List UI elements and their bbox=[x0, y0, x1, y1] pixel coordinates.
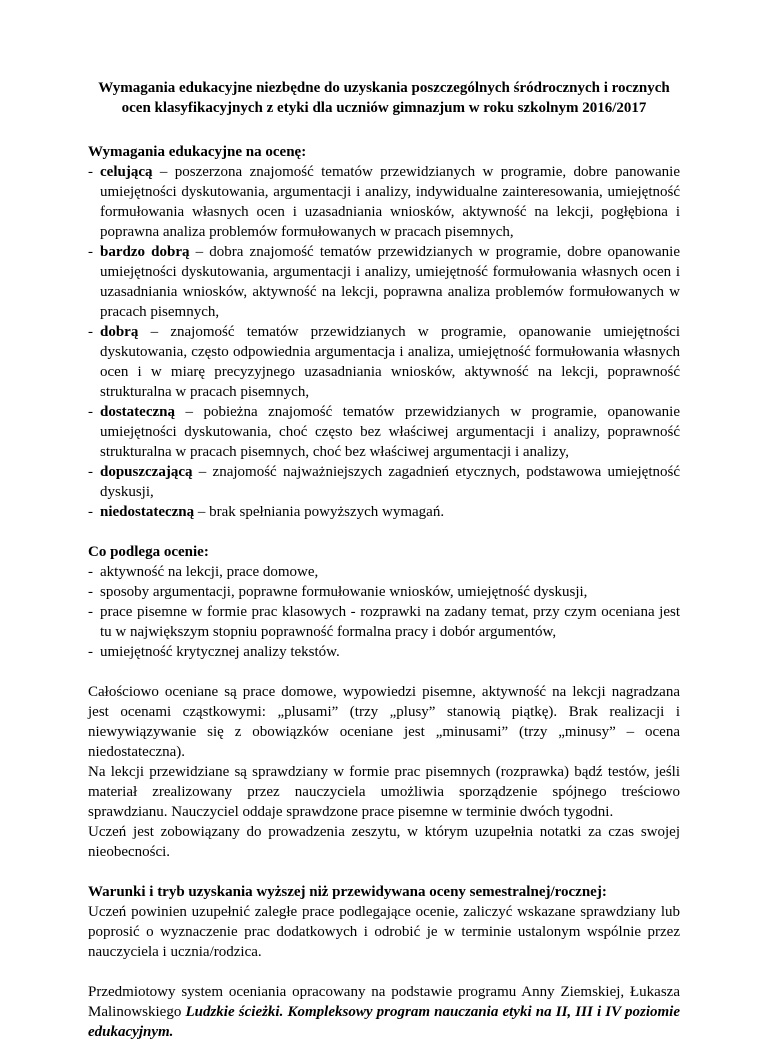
grades-heading: Wymagania edukacyjne na ocenę: bbox=[88, 144, 307, 160]
grade-item-niedostateczna bbox=[88, 502, 680, 522]
grade-term: bardzo dobrą bbox=[100, 244, 190, 260]
grade-item-dopuszczajaca bbox=[88, 462, 680, 502]
grade-item-bardzo-dobra bbox=[88, 242, 680, 322]
higher-grade-text: Uczeń powinien uzupełnić zaległe prace podlegające ocenie, zaliczyć wskazane sprawdziany lub poprosić o wyznaczenie prac dodatkowych i odrobić je w terminie ustalonym wspólnie przez nauczyciela i ucznia/rodzica. bbox=[88, 904, 680, 960]
grade-description: – znajomość tematów przewidzianych w programie, opanowanie umiejętności dyskutowania, często odpowiednia argumentacja i analiza, umiejętność formułowania własnych ocen i w miarę precyzyjnego uzasadniania wniosków, aktywność na lekcji, poprawność strukturalna w pracach pisemnych, bbox=[100, 324, 680, 400]
program-title: Ludzkie ścieżki. Kompleksowy program nauczania etyki na II, III i IV poziomie edukacyjnym. bbox=[88, 1004, 680, 1040]
higher-grade-heading: Warunki i tryb uzyskania wyższej niż przewidywana oceny semestralnej/rocznej: bbox=[88, 884, 607, 900]
grade-description: – dobra znajomość tematów przewidzianych w programie, dobre opanowanie umiejętności dyskutowania, argumentacji i analizy, umiejętność formułowania własnych ocen i uzasadniania wniosków, aktywność na lekcji, poprawna analiza problemów formułowanych w pracach pisemnych, bbox=[100, 244, 680, 320]
grade-item-celujaca bbox=[88, 162, 680, 242]
grade-term: dopuszczającą bbox=[100, 464, 193, 480]
assessed-item: - aktywność na lekcji, prace domowe, bbox=[88, 562, 680, 582]
grade-item-dostateczna bbox=[88, 402, 680, 462]
grade-description: – znajomość najważniejszych zagadnień etycznych, podstawowa umiejętność dyskusji, bbox=[100, 464, 680, 500]
grade-description: – pobieżna znajomość tematów przewidzianych w programie, opanowanie umiejętności dyskutowania, choć często bez właściwej argumentacji i analizy, poprawność strukturalna w pracach pisemnych, choć bez właściwej argumentacji i analizy, bbox=[100, 404, 680, 460]
assessed-item: - sposoby argumentacji, poprawne formułowanie wniosków, umiejętność dyskusji, bbox=[88, 582, 680, 602]
grade-term: celującą bbox=[100, 164, 153, 180]
footer-note bbox=[88, 982, 680, 1042]
notebook-paragraph: Uczeń jest zobowiązany do prowadzenia zeszytu, w którym uzupełnia notatki za czas swojej nieobecności. bbox=[88, 824, 680, 860]
document-page bbox=[88, 78, 680, 1042]
grade-description: – poszerzona znajomość tematów przewidzianych w programie, dobre panowanie umiejętności dyskutowania, argumentacji i analizy, indywidualne zainteresowania, umiejętność formułowania własnych ocen i uzasadniania wniosków, aktywność na lekcji, pogłębiona i poprawna analiza problemów formułowanych w pracach pisemnych, bbox=[100, 164, 680, 240]
assessed-item: - prace pisemne w formie prac klasowych - rozprawki na zadany temat, przy czym oceniana jest tu w największym stopniu poprawność formalna pracy i dobór argumentów, bbox=[88, 602, 680, 642]
grade-term: niedostateczną bbox=[100, 504, 195, 520]
document-title: Wymagania edukacyjne niezbędne do uzyskania poszczególnych śródrocznych i rocznych ocen klasyfikacyjnych z etyki dla uczniów gimnazjum w roku szkolnym 2016/2017 bbox=[98, 80, 670, 116]
assessed-item: - umiejętność krytycznej analizy tekstów. bbox=[88, 642, 680, 662]
grade-term: dostateczną bbox=[100, 404, 175, 420]
grade-term: dobrą bbox=[100, 324, 139, 340]
assessed-heading: Co podlega ocenie: bbox=[88, 544, 209, 560]
tests-paragraph: Na lekcji przewidziane są sprawdziany w formie prac pisemnych (rozprawka) bądź testów, jeśli materiał zrealizowany przez nauczyciela umożliwia sporządzenie spójnego treściowo sprawdzianu. Nauczyciel oddaje sprawdzone prace pisemne w terminie dwóch tygodni. bbox=[88, 764, 680, 820]
grade-item-dobra bbox=[88, 322, 680, 402]
assessed-list bbox=[88, 562, 680, 662]
grades-list bbox=[88, 162, 680, 522]
assessment-paragraph: Całościowo oceniane są prace domowe, wypowiedzi pisemne, aktywność na lekcji nagradzana jest ocenami cząstkowymi: „plusami” (trzy „plusy” stanowią piątkę). Brak realizacji i niewywiązywanie się z obowiązków oceniane jest „minusami” (trzy „minusy” – ocena niedostateczna). bbox=[88, 684, 680, 760]
footer-text: Przedmiotowy system oceniania opracowany na podstawie programu Anny Ziemskiej, Łukasza Malinowskiego bbox=[88, 984, 680, 1020]
grade-description: – brak spełniania powyższych wymagań. bbox=[194, 504, 445, 520]
